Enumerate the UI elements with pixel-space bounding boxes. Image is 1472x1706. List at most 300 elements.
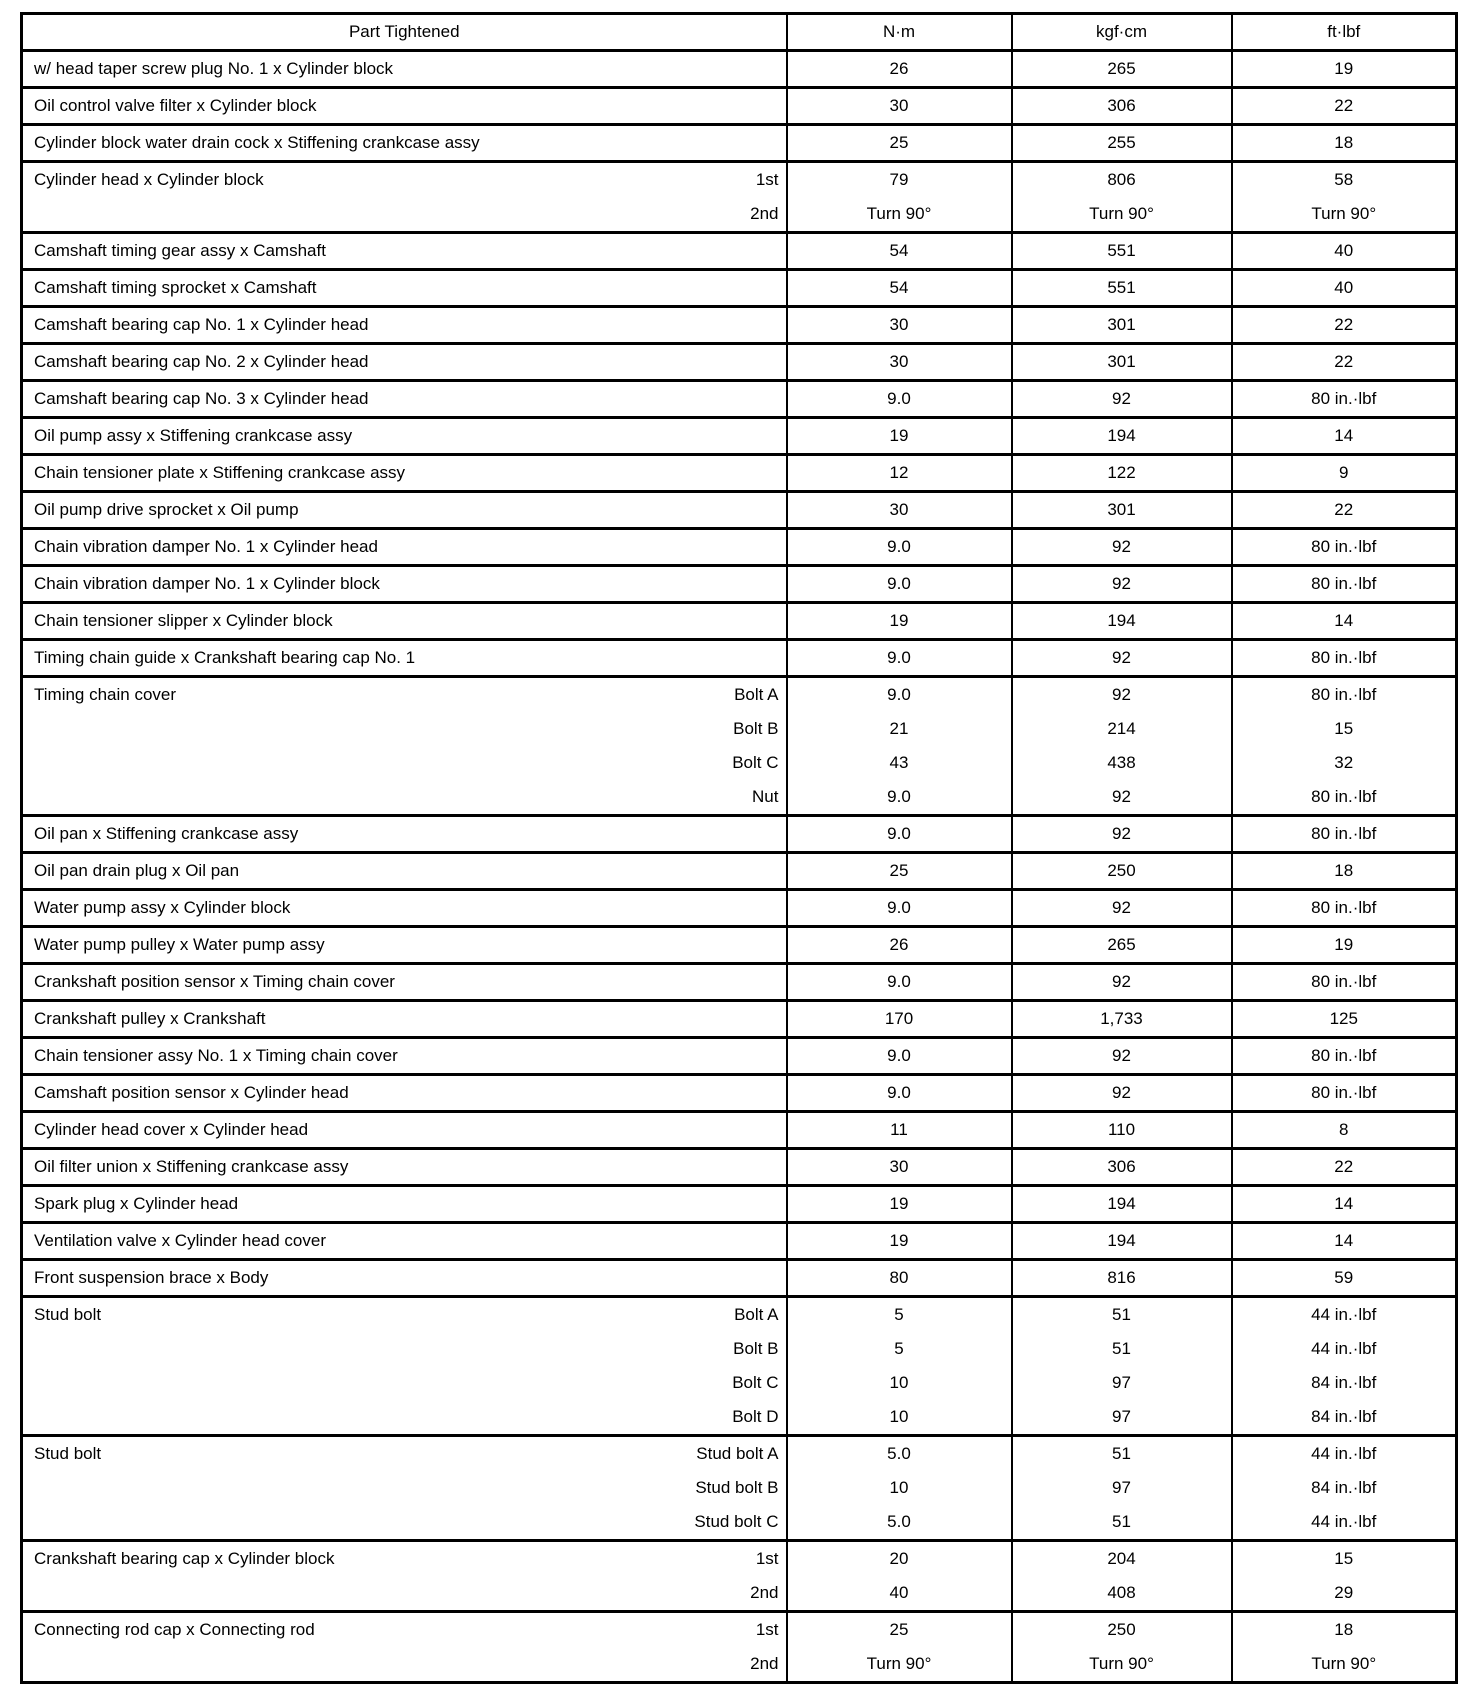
- spec-value-cell-nm: [787, 677, 1012, 816]
- part-cell: [22, 603, 787, 640]
- spec-value-kgfcm: 92: [1112, 898, 1131, 917]
- spec-qualifier: Bolt A: [734, 685, 779, 704]
- spec-qualifier: 1st: [755, 1620, 779, 1639]
- spec-value-kgfcm: 194: [1107, 426, 1136, 445]
- spec-value-kgfcm: 408: [1107, 1583, 1136, 1602]
- spec-qualifier: [779, 530, 786, 564]
- spec-value-cell-nm: [787, 1541, 1012, 1612]
- part-name: Chain tensioner assy No. 1 x Timing chain cover: [34, 1046, 398, 1065]
- spec-value-ftlbf: 9: [1339, 463, 1349, 482]
- spec-qualifier: 1st: [755, 1549, 779, 1568]
- spec-value-nm: 80: [889, 1268, 909, 1287]
- spec-value-nm: Turn 90°: [866, 204, 932, 223]
- spec-value-cell-ftlbf: [1232, 1436, 1457, 1541]
- spec-qualifier: Bolt D: [732, 1407, 779, 1426]
- part-cell: [22, 927, 787, 964]
- part-cell: [22, 529, 787, 566]
- spec-value-cell-nm: [787, 307, 1012, 344]
- part-cell: [22, 51, 787, 88]
- spec-qualifier-list: [694, 1437, 785, 1539]
- table-row: [22, 1436, 1457, 1541]
- spec-qualifier-list: [779, 641, 786, 675]
- table-row: [22, 1541, 1457, 1612]
- part-wrap: [23, 89, 786, 123]
- spec-value-cell-ftlbf: [1232, 1149, 1457, 1186]
- table-row: [22, 51, 1457, 88]
- spec-qualifier-list: [779, 382, 786, 416]
- spec-value-cell-kgfcm: [1012, 1260, 1232, 1297]
- spec-qualifier-list: [779, 126, 786, 160]
- part-wrap: [23, 1298, 786, 1434]
- column-header-nm-label: N·m: [882, 22, 916, 41]
- spec-value-cell-kgfcm: [1012, 1001, 1232, 1038]
- spec-value-kgfcm: 92: [1112, 1083, 1131, 1102]
- spec-qualifier-list: [750, 1613, 785, 1681]
- spec-value-nm: 5.0: [887, 1512, 911, 1531]
- spec-value-nm: 9.0: [887, 648, 911, 667]
- part-name: Water pump pulley x Water pump assy: [34, 935, 325, 954]
- part-wrap: [23, 1187, 786, 1221]
- spec-qualifier-list: [779, 891, 786, 925]
- spec-value-cell-kgfcm: [1012, 455, 1232, 492]
- spec-value-cell-nm: [787, 233, 1012, 270]
- spec-value-ftlbf: 59: [1334, 1268, 1354, 1287]
- spec-value-ftlbf: 80 in.·lbf: [1311, 389, 1377, 408]
- spec-value-kgfcm: 255: [1107, 133, 1136, 152]
- spec-value-nm: 30: [889, 1157, 909, 1176]
- spec-value-cell-nm: [787, 51, 1012, 88]
- spec-qualifier: 2nd: [750, 204, 779, 223]
- spec-value-nm: 9.0: [887, 685, 911, 704]
- spec-qualifier: Bolt B: [733, 719, 779, 738]
- spec-value-cell-kgfcm: [1012, 1149, 1232, 1186]
- spec-value-cell-ftlbf: [1232, 1541, 1457, 1612]
- spec-value-cell-nm: [787, 1001, 1012, 1038]
- spec-qualifier-list: [779, 493, 786, 527]
- spec-value-cell-ftlbf: [1232, 381, 1457, 418]
- part-cell: [22, 1075, 787, 1112]
- column-header-nm: [787, 14, 1012, 51]
- spec-value-ftlbf: 84 in.·lbf: [1311, 1373, 1377, 1392]
- spec-value-cell-kgfcm: [1012, 1223, 1232, 1260]
- spec-qualifier: [779, 456, 786, 490]
- spec-value-kgfcm: 97: [1112, 1407, 1131, 1426]
- spec-value-cell-ftlbf: [1232, 1186, 1457, 1223]
- table-row: [22, 1075, 1457, 1112]
- spec-value-ftlbf: 80 in.·lbf: [1311, 537, 1377, 556]
- spec-value-nm: 9.0: [887, 824, 911, 843]
- spec-qualifier: [779, 567, 786, 601]
- column-header-part-tightened: [22, 14, 787, 51]
- part-wrap: [23, 419, 786, 453]
- part-cell: [22, 418, 787, 455]
- spec-qualifier: Stud bolt B: [695, 1478, 779, 1497]
- spec-qualifier: [779, 891, 786, 925]
- table-row: [22, 890, 1457, 927]
- part-name: Oil pan drain plug x Oil pan: [34, 861, 240, 880]
- spec-value-nm: 30: [889, 500, 909, 519]
- table-row: [22, 1297, 1457, 1436]
- part-wrap: [23, 456, 786, 490]
- spec-value-cell-nm: [787, 927, 1012, 964]
- spec-qualifier-list: [779, 89, 786, 123]
- spec-value-ftlbf: 8: [1339, 1120, 1349, 1139]
- part-name: Stud bolt: [34, 1305, 102, 1324]
- spec-qualifier: [779, 234, 786, 268]
- spec-value-nm: 54: [889, 278, 909, 297]
- spec-value-cell-kgfcm: [1012, 492, 1232, 529]
- spec-value-kgfcm: 92: [1112, 824, 1131, 843]
- part-cell: [22, 1112, 787, 1149]
- part-cell: [22, 1001, 787, 1038]
- spec-value-cell-nm: [787, 492, 1012, 529]
- part-name: Oil filter union x Stiffening crankcase assy: [34, 1157, 349, 1176]
- spec-value-kgfcm: 806: [1107, 170, 1136, 189]
- spec-value-cell-ftlbf: [1232, 529, 1457, 566]
- spec-value-nm: 26: [889, 59, 909, 78]
- table-row: [22, 1223, 1457, 1260]
- part-cell: [22, 964, 787, 1001]
- spec-qualifier: [779, 308, 786, 342]
- part-name: Crankshaft pulley x Crankshaft: [34, 1009, 266, 1028]
- spec-value-cell-kgfcm: [1012, 162, 1232, 233]
- spec-value-cell-kgfcm: [1012, 677, 1232, 816]
- spec-value-cell-kgfcm: [1012, 88, 1232, 125]
- part-cell: [22, 1541, 787, 1612]
- part-wrap: [23, 567, 786, 601]
- spec-qualifier: [779, 1113, 786, 1147]
- spec-value-cell-ftlbf: [1232, 640, 1457, 677]
- spec-qualifier: [779, 493, 786, 527]
- part-wrap: [23, 1076, 786, 1110]
- spec-value-nm: 30: [889, 315, 909, 334]
- spec-value-ftlbf: 22: [1334, 315, 1354, 334]
- spec-qualifier-list: [779, 530, 786, 564]
- spec-value-cell-nm: [787, 1038, 1012, 1075]
- spec-value-kgfcm: 250: [1107, 861, 1136, 880]
- spec-value-kgfcm: 92: [1112, 972, 1131, 991]
- spec-value-cell-ftlbf: [1232, 566, 1457, 603]
- spec-value-nm: 25: [889, 861, 909, 880]
- table-row: [22, 455, 1457, 492]
- spec-value-cell-nm: [787, 603, 1012, 640]
- spec-qualifier-list: [779, 854, 786, 888]
- spec-qualifier-list: [779, 1150, 786, 1184]
- spec-value-ftlbf: 18: [1334, 133, 1354, 152]
- part-wrap: [23, 308, 786, 342]
- spec-value-nm: 170: [884, 1009, 914, 1028]
- torque-spec-table: [20, 12, 1458, 1684]
- table-row: [22, 1038, 1457, 1075]
- table-row: [22, 381, 1457, 418]
- part-name: Oil pump drive sprocket x Oil pump: [34, 500, 299, 519]
- spec-qualifier: 2nd: [750, 1583, 779, 1602]
- spec-value-kgfcm: 204: [1107, 1549, 1136, 1568]
- table-row: [22, 270, 1457, 307]
- spec-value-cell-ftlbf: [1232, 1038, 1457, 1075]
- spec-qualifier-list: [779, 345, 786, 379]
- spec-value-ftlbf: 80 in.·lbf: [1311, 824, 1377, 843]
- spec-value-kgfcm: 306: [1107, 1157, 1136, 1176]
- spec-value-kgfcm: 92: [1112, 389, 1131, 408]
- spec-value-kgfcm: 265: [1107, 59, 1136, 78]
- part-wrap: [23, 854, 786, 888]
- header-row: [22, 14, 1457, 51]
- spec-value-cell-nm: [787, 1149, 1012, 1186]
- part-name: Ventilation valve x Cylinder head cover: [34, 1231, 326, 1250]
- spec-value-ftlbf: 40: [1334, 241, 1354, 260]
- part-cell: [22, 162, 787, 233]
- part-cell: [22, 566, 787, 603]
- spec-value-ftlbf: 40: [1334, 278, 1354, 297]
- part-wrap: [23, 817, 786, 851]
- spec-value-ftlbf: 80 in.·lbf: [1311, 898, 1377, 917]
- spec-value-ftlbf: Turn 90°: [1311, 204, 1377, 223]
- spec-value-cell-nm: [787, 1112, 1012, 1149]
- spec-value-cell-ftlbf: [1232, 853, 1457, 890]
- spec-value-cell-kgfcm: [1012, 890, 1232, 927]
- spec-value-cell-ftlbf: [1232, 1223, 1457, 1260]
- spec-qualifier-list: [779, 1039, 786, 1073]
- spec-value-cell-kgfcm: [1012, 603, 1232, 640]
- table-row: [22, 344, 1457, 381]
- table-row: [22, 418, 1457, 455]
- spec-value-cell-nm: [787, 162, 1012, 233]
- part-wrap: [23, 965, 786, 999]
- spec-qualifier-list: [779, 1261, 786, 1295]
- table-row: [22, 853, 1457, 890]
- spec-value-ftlbf: 80 in.·lbf: [1311, 685, 1377, 704]
- part-cell: [22, 1149, 787, 1186]
- spec-qualifier: [779, 382, 786, 416]
- part-name: Front suspension brace x Body: [34, 1268, 269, 1287]
- spec-value-kgfcm: 301: [1107, 500, 1136, 519]
- table-row: [22, 1612, 1457, 1683]
- spec-qualifier: [779, 52, 786, 86]
- part-name: w/ head taper screw plug No. 1 x Cylinder block: [34, 59, 394, 78]
- spec-value-kgfcm: 122: [1107, 463, 1136, 482]
- spec-value-kgfcm: 306: [1107, 96, 1136, 115]
- spec-value-cell-ftlbf: [1232, 890, 1457, 927]
- spec-value-cell-ftlbf: [1232, 162, 1457, 233]
- spec-qualifier-list: [779, 308, 786, 342]
- spec-value-nm: 5.0: [887, 1444, 911, 1463]
- spec-value-kgfcm: Turn 90°: [1089, 204, 1154, 223]
- spec-qualifier: Stud bolt A: [696, 1444, 779, 1463]
- spec-value-nm: 20: [889, 1549, 909, 1568]
- spec-value-cell-ftlbf: [1232, 307, 1457, 344]
- spec-qualifier-list: [779, 456, 786, 490]
- spec-value-nm: 40: [889, 1583, 909, 1602]
- spec-qualifier-list: [779, 1076, 786, 1110]
- spec-value-nm: 9.0: [887, 1083, 911, 1102]
- spec-value-ftlbf: 44 in.·lbf: [1311, 1305, 1377, 1324]
- spec-value-ftlbf: 80 in.·lbf: [1311, 972, 1377, 991]
- spec-value-nm: 25: [889, 1620, 909, 1639]
- spec-value-cell-ftlbf: [1232, 1112, 1457, 1149]
- spec-value-ftlbf: 14: [1334, 1194, 1354, 1213]
- part-wrap: [23, 678, 786, 814]
- spec-value-nm: 10: [889, 1373, 909, 1392]
- spec-qualifier: [779, 1076, 786, 1110]
- part-name: Chain vibration damper No. 1 x Cylinder block: [34, 574, 380, 593]
- spec-value-cell-kgfcm: [1012, 270, 1232, 307]
- spec-value-cell-nm: [787, 344, 1012, 381]
- spec-qualifier-list: [779, 419, 786, 453]
- part-wrap: [23, 641, 786, 675]
- table-row: [22, 603, 1457, 640]
- part-wrap: [23, 530, 786, 564]
- spec-qualifier: [779, 126, 786, 160]
- part-name: Crankshaft position sensor x Timing chain cover: [34, 972, 395, 991]
- spec-value-cell-kgfcm: [1012, 1612, 1232, 1683]
- spec-qualifier-list: [750, 163, 785, 231]
- spec-value-nm: 21: [889, 719, 909, 738]
- spec-value-ftlbf: 125: [1329, 1009, 1358, 1028]
- spec-qualifier: Bolt B: [733, 1339, 779, 1358]
- table-body: [22, 51, 1457, 1683]
- spec-value-cell-ftlbf: [1232, 964, 1457, 1001]
- spec-value-kgfcm: 51: [1112, 1305, 1131, 1324]
- table-row: [22, 964, 1457, 1001]
- part-name: Cylinder head x Cylinder block: [34, 170, 264, 189]
- table-row: [22, 816, 1457, 853]
- spec-value-cell-nm: [787, 640, 1012, 677]
- spec-value-nm: 79: [889, 170, 909, 189]
- part-wrap: [23, 271, 786, 305]
- spec-value-cell-kgfcm: [1012, 418, 1232, 455]
- spec-value-cell-kgfcm: [1012, 381, 1232, 418]
- spec-value-nm: 43: [889, 753, 909, 772]
- spec-value-cell-kgfcm: [1012, 51, 1232, 88]
- spec-value-cell-ftlbf: [1232, 418, 1457, 455]
- spec-qualifier-list: [779, 928, 786, 962]
- spec-value-nm: 5: [894, 1339, 904, 1358]
- spec-value-nm: Turn 90°: [866, 1654, 932, 1673]
- spec-value-ftlbf: 80 in.·lbf: [1311, 787, 1377, 806]
- table-row: [22, 927, 1457, 964]
- spec-value-nm: 9.0: [887, 1046, 911, 1065]
- spec-value-nm: 19: [889, 611, 909, 630]
- spec-qualifier: [779, 1150, 786, 1184]
- part-name: Camshaft timing gear assy x Camshaft: [34, 241, 326, 260]
- part-cell: [22, 270, 787, 307]
- table-row: [22, 1149, 1457, 1186]
- spec-value-cell-nm: [787, 381, 1012, 418]
- spec-value-kgfcm: 1,733: [1100, 1009, 1143, 1028]
- spec-qualifier: [779, 817, 786, 851]
- spec-value-ftlbf: Turn 90°: [1311, 1654, 1377, 1673]
- spec-value-cell-kgfcm: [1012, 1186, 1232, 1223]
- spec-qualifier: 1st: [755, 170, 779, 189]
- part-name: Oil pump assy x Stiffening crankcase assy: [34, 426, 353, 445]
- spec-value-kgfcm: 51: [1112, 1339, 1131, 1358]
- spec-value-cell-nm: [787, 853, 1012, 890]
- part-cell: [22, 853, 787, 890]
- column-header-ftlbf: [1232, 14, 1457, 51]
- spec-value-ftlbf: 44 in.·lbf: [1311, 1512, 1377, 1531]
- part-name: Stud bolt: [34, 1444, 102, 1463]
- part-wrap: [23, 1002, 786, 1036]
- part-name: Camshaft timing sprocket x Camshaft: [34, 278, 317, 297]
- spec-value-cell-kgfcm: [1012, 1038, 1232, 1075]
- part-wrap: [23, 1224, 786, 1258]
- part-name: Spark plug x Cylinder head: [34, 1194, 239, 1213]
- spec-value-cell-ftlbf: [1232, 51, 1457, 88]
- spec-value-cell-ftlbf: [1232, 1260, 1457, 1297]
- spec-qualifier-list: [779, 965, 786, 999]
- spec-qualifier-list: [779, 1187, 786, 1221]
- spec-value-ftlbf: 22: [1334, 96, 1354, 115]
- spec-qualifier: [779, 345, 786, 379]
- spec-qualifier: Bolt C: [732, 1373, 779, 1392]
- spec-qualifier-list: [779, 567, 786, 601]
- spec-value-nm: 19: [889, 1194, 909, 1213]
- spec-qualifier: 2nd: [750, 1654, 779, 1673]
- spec-qualifier-list: [779, 271, 786, 305]
- spec-value-kgfcm: 92: [1112, 787, 1131, 806]
- table-row: [22, 677, 1457, 816]
- part-name: Timing chain cover: [34, 685, 177, 704]
- spec-value-cell-kgfcm: [1012, 927, 1232, 964]
- spec-value-cell-kgfcm: [1012, 1075, 1232, 1112]
- spec-qualifier: [779, 271, 786, 305]
- spec-value-kgfcm: 301: [1107, 315, 1136, 334]
- part-wrap: [23, 52, 786, 86]
- spec-value-nm: 12: [889, 463, 909, 482]
- part-wrap: [23, 1261, 786, 1295]
- table-row: [22, 1001, 1457, 1038]
- spec-value-kgfcm: 265: [1107, 935, 1136, 954]
- part-wrap: [23, 928, 786, 962]
- spec-value-cell-kgfcm: [1012, 566, 1232, 603]
- spec-value-cell-kgfcm: [1012, 233, 1232, 270]
- spec-value-cell-ftlbf: [1232, 344, 1457, 381]
- spec-value-cell-nm: [787, 1612, 1012, 1683]
- spec-value-nm: 19: [889, 426, 909, 445]
- part-wrap: [23, 1542, 786, 1610]
- table-row: [22, 566, 1457, 603]
- spec-qualifier-list: [779, 1113, 786, 1147]
- spec-qualifier: [779, 1039, 786, 1073]
- spec-value-nm: 9.0: [887, 787, 911, 806]
- table-row: [22, 125, 1457, 162]
- part-cell: [22, 233, 787, 270]
- spec-value-kgfcm: 194: [1107, 1194, 1136, 1213]
- spec-value-cell-ftlbf: [1232, 603, 1457, 640]
- spec-qualifier-list: [750, 1542, 785, 1610]
- spec-qualifier: Bolt A: [734, 1305, 779, 1324]
- spec-value-cell-kgfcm: [1012, 853, 1232, 890]
- part-wrap: [23, 126, 786, 160]
- spec-qualifier: [779, 965, 786, 999]
- spec-value-cell-ftlbf: [1232, 233, 1457, 270]
- spec-value-cell-nm: [787, 1075, 1012, 1112]
- part-name: Oil control valve filter x Cylinder block: [34, 96, 317, 115]
- part-name: Camshaft bearing cap No. 3 x Cylinder head: [34, 389, 369, 408]
- part-cell: [22, 88, 787, 125]
- spec-value-kgfcm: 92: [1112, 1046, 1131, 1065]
- spec-value-cell-nm: [787, 125, 1012, 162]
- part-name: Cylinder block water drain cock x Stiffening crankcase assy: [34, 133, 480, 152]
- spec-value-cell-kgfcm: [1012, 307, 1232, 344]
- spec-value-nm: 30: [889, 352, 909, 371]
- spec-value-cell-kgfcm: [1012, 1436, 1232, 1541]
- spec-qualifier-list: [779, 1224, 786, 1258]
- spec-value-cell-ftlbf: [1232, 1612, 1457, 1683]
- part-wrap: [23, 1437, 786, 1539]
- spec-value-cell-kgfcm: [1012, 125, 1232, 162]
